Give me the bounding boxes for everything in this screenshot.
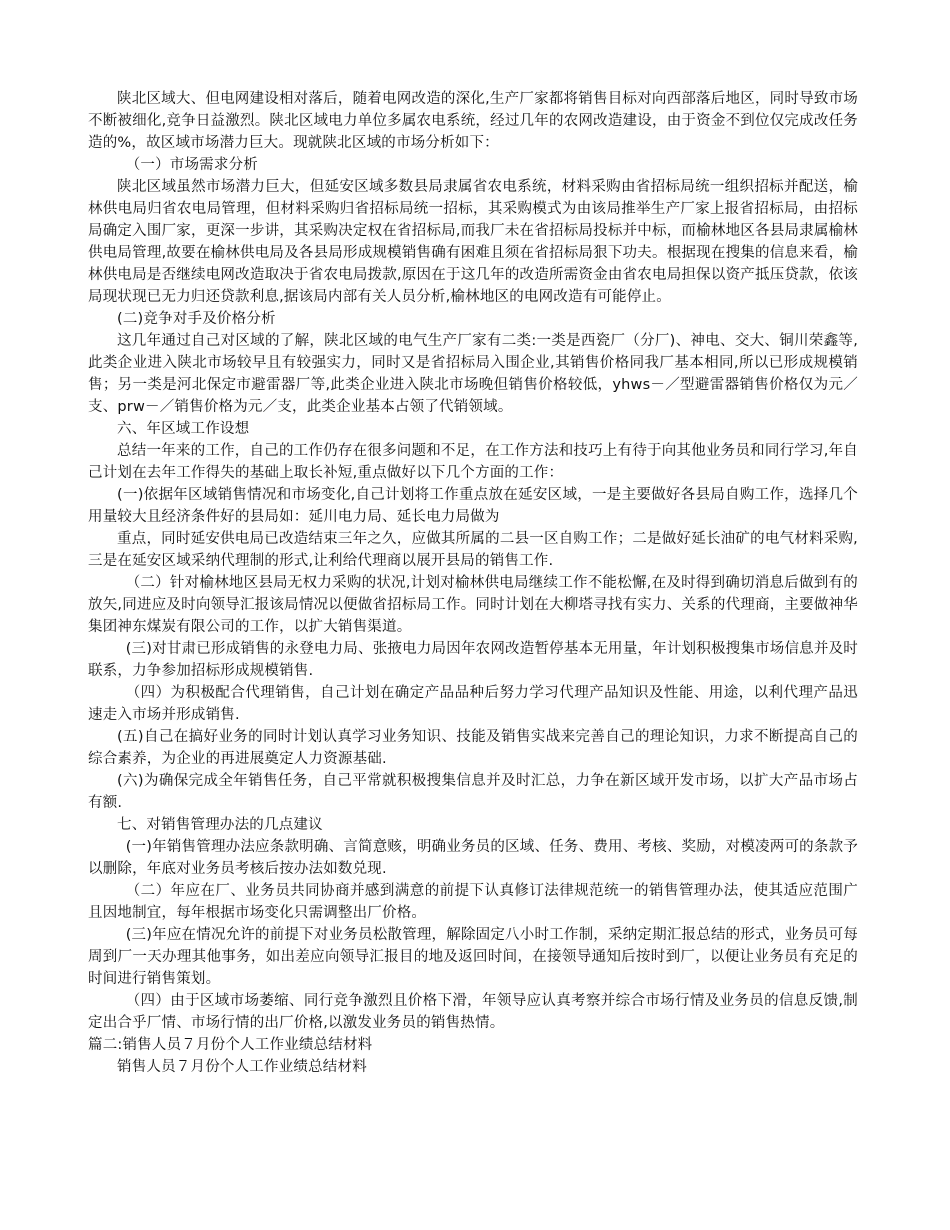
paragraph-plan-item-5: (五)自己在搞好业务的同时计划认真学习业务知识、技能及销售实战来完善自己的理论知识，力求不断提高自己的综合素养，为企业的再进展奠定人力资源基础. <box>88 729 858 767</box>
paragraph-market-overview: 陕北区域大、但电网建设相对落后，随着电网改造的深化,生产厂家都将销售目标对向西部落后地区，同时导致市场不断被细化,竞争日益激烈。陕北区域电力单位多属农电系统，经过几年的农网改造建设，由于资金不到位仅完成改任务造的%，故区域市场潜力巨大。现就陕北区域的市场分析如下： <box>88 91 858 151</box>
paragraph-plan-item-6: (六)为确保完成全年销售任务，自己平常就积极搜集信息并及时汇总，力争在新区域开发市场，以扩大产品市场占有额. <box>88 773 858 811</box>
paragraph-work-plan-intro: 总结一年来的工作，自己的工作仍存在很多问题和不足，在工作方法和技巧上有待于向其他业务员和同行学习,年自己计划在去年工作得失的基础上取长补短,重点做好以下几个方面的工作： <box>88 443 858 481</box>
paragraph-suggestion-3: (三)年应在情况允许的前提下对业务员松散管理，解除固定八小时工作制，采纳定期汇报总结的形式，业务员可每周到厂一天办理其他事务，如出差应向领导汇报目的地及返回时间，在接领导通知后按时到厂，以便让业务员有充足的时间进行销售策划。 <box>88 927 858 987</box>
paragraph-plan-item-2: （二）针对榆林地区县局无权力采购的状况,计划对榆林供电局继续工作不能松懈,在及时得到确切消息后做到有的放矢,同进应及时向领导汇报该局情况以便做省招标局工作。同时计划在大柳塔寻找有实力、关系的代理商，主要做神华集团神东煤炭有限公司的工作，以扩大销售渠道。 <box>88 575 858 635</box>
paragraph-suggestion-4: （四）由于区域市场萎缩、同行竞争激烈且价格下滑，年领导应认真考察并综合市场行情及业务员的信息反馈,制定出合乎厂情、市场行情的出厂价格,以激发业务员的销售热情。 <box>88 993 858 1031</box>
paragraph-suggestion-2: （二）年应在厂、业务员共同协商并感到满意的前提下认真修订法律规范统一的销售管理办法，使其适应范围广且因地制宜，每年根据市场变化只需调整出厂价格。 <box>88 883 858 921</box>
heading-market-demand: （一）市场需求分析 <box>125 157 258 173</box>
paragraph-plan-item-3: (三)对甘肃已形成销售的永登电力局、张掖电力局因年农网改造暂停基本无用量，年计划积极搜集市场信息并及时联系，力争参加招标形成规模销售. <box>88 641 858 679</box>
document-body <box>88 88 858 1078</box>
paragraph-plan-item-1: (一)依据年区域销售情况和市场变化,自己计划将工作重点放在延安区域，一是主要做好各县局自购工作，选择几个用量较大且经济条件好的县局如：延川电力局、延长电力局做为 <box>88 487 858 525</box>
paragraph-plan-item-4: （四）为积极配合代理销售，自己计划在确定产品品种后努力学习代理产品知识及性能、用途，以利代理产品迅速走入市场并形成销售. <box>88 685 858 723</box>
heading-competitors: (二)竞争对手及价格分析 <box>117 311 276 327</box>
paragraph-market-demand: 陕北区域虽然市场潜力巨大，但延安区域多数县局隶属省农电系统，材料采购由省招标局统一组织招标并配送，榆林供电局归省农电局管理，但材料采购归省招标局统一招标，其采购模式为由该局推举生产厂家上报省招标局，由招标局确定入围厂家，更深一步讲，其采购决定权在省招标局,而我厂未在省招标局投标并中标，而榆林地区各县局隶属榆林供电局管理,故要在榆林供电局及各县局形成规模销售确有困难且须在省招标局狠下功夫。根据现在搜集的信息来看，榆林供电局是否继续电网改造取决于省农电局拨款,原因在于这几年的改造所需资金由省农电局担保以资产抵压贷款，依该局现状现已无力归还贷款利息,据该局内部有关人员分析,榆林地区的电网改造有可能停止。 <box>88 179 858 305</box>
section-title-part-two: 篇二:销售人员７月份个人工作业绩总结材料 <box>88 1037 373 1053</box>
document-subtitle: 销售人员７月份个人工作业绩总结材料 <box>117 1059 367 1075</box>
heading-suggestions: 七、对销售管理办法的几点建议 <box>117 817 323 833</box>
heading-work-plan: 六、年区域工作设想 <box>117 421 250 437</box>
paragraph-plan-item-1-cont: 重点，同时延安供电局已改造结束三年之久，应做其所属的二县一区自购工作；二是做好延长油矿的电气材料采购,三是在延安区域采纳代理制的形式,让利给代理商以展开县局的销售工作. <box>88 531 858 569</box>
paragraph-competitors: 这几年通过自己对区域的了解，陕北区域的电气生产厂家有二类:一类是西瓷厂（分厂)、神电、交大、铜川荣鑫等,此类企业进入陕北市场较早且有较强实力，同时又是省招标局入围企业,其销售价格同我厂基本相同,所以已形成规模销售；另一类是河北保定市避雷器厂等,此类企业进入陕北市场晚但销售价格较低，yhws－／型避雷器销售价格仅为元／支、prw－／销售价格为元／支，此类企业基本占领了代销领域。 <box>88 333 858 415</box>
paragraph-suggestion-1: (一)年销售管理办法应条款明确、言简意赅，明确业务员的区域、任务、费用、考核、奖励，对模凌两可的条款予以删除，年底对业务员考核后按办法如数兑现. <box>88 839 858 877</box>
